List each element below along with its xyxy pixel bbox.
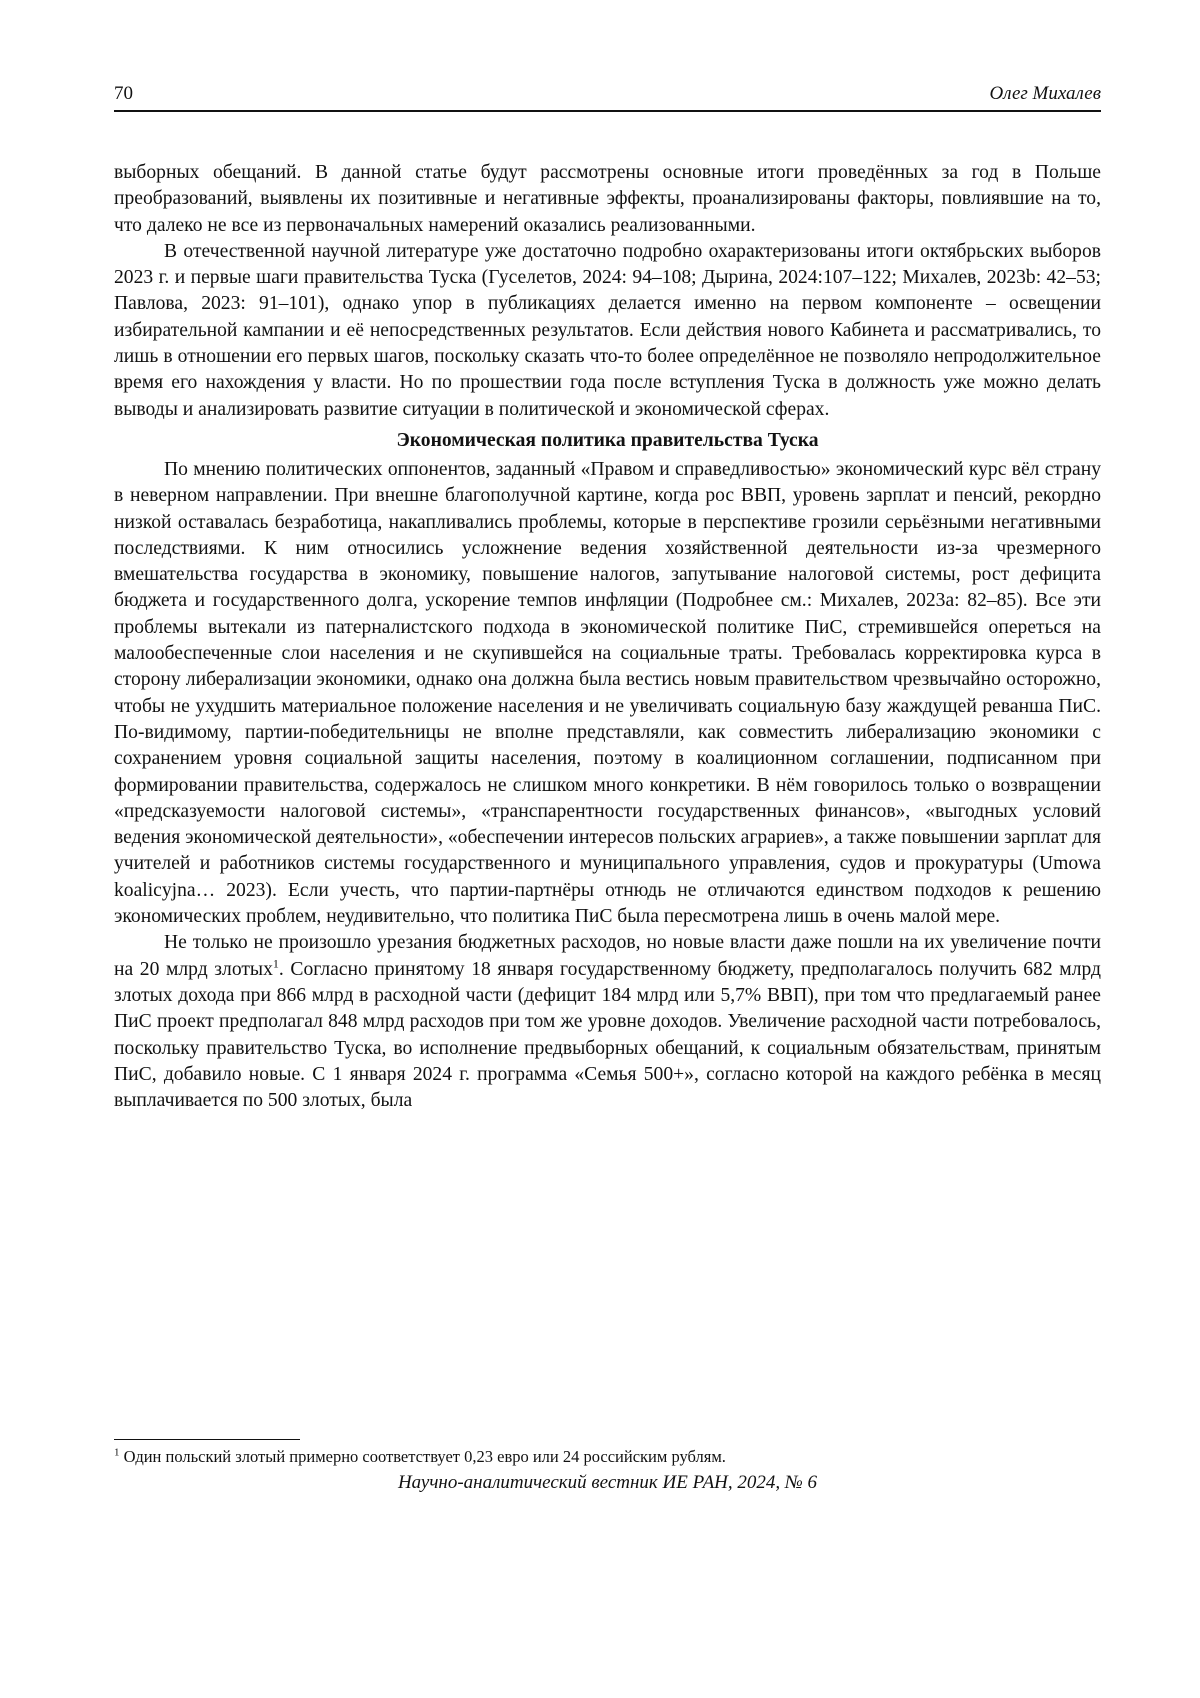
article-body — [114, 160, 1101, 1114]
running-author: Олег Михалев — [989, 83, 1101, 104]
paragraph: По мнению политических оппонентов, заданный «Правом и справедливостью» экономический курс вёл страну в неверном направлении. При внешне благополучной картине, когда рос ВВП, уровень зарплат и пенсий, рекордно низкой оставалась безработица, накапливались проблемы, которые в перспективе грозили серьёзными негативными последствиями. К ним относились усложнение ведения хозяйственной деятельности из-за чрезмерного вмешательства государства в экономику, повышение налогов, запутывание налоговой системы, рост дефицита бюджета и государственного долга, ускорение темпов инфляции (Подробнее см.: Михалев, 2023a: 82–85). Все эти проблемы вытекали из патерналистского подхода в экономической политике ПиС, стремившейся опереться на малообеспеченные слои населения и не скупившейся на социальные траты. Требовалась корректировка курса в сторону либерализации экономики, однако она должна была вестись новым правительством чрезвычайно осторожно, чтобы не ухудшить материальное положение населения и не увеличивать социальную базу жаждущей реванша ПиС. По-видимому, партии-победительницы не вполне представляли, как совместить либерализацию экономики с сохранением уровня социальной защиты населения, поэтому в коалиционном соглашении, подписанном при формировании правительства, содержалось не слишком много конкретики. В нём говорилось только о возвращении «предсказуемости налоговой системы», «транспарентности государственных финансов», «выгодных условий ведения экономической деятельности», «обеспечении интересов польских аграриев», а также повышении зарплат для учителей и работников системы государственного и муниципального управления, судов и прокуратуры (Umowa koalicyjna… 2023). Если учесть, что партии-партнёры отнюдь не отличаются единством подходов к решению экономических проблем, неудивительно, что политика ПиС была пересмотрена лишь в очень малой мере. — [114, 458, 1101, 928]
paragraph: выборных обещаний. В данной статье будут рассмотрены основные итоги проведённых за год в Польше преобразований, выявлены их позитивные и негативные эффекты, проанализированы факторы, повлиявшие на то, что далеко не все из первоначальных намерений оказались реализованными. — [114, 162, 1101, 236]
running-header — [114, 84, 1101, 112]
footnote-text: Один польский злотый примерно соответствует 0,23 евро или 24 российским рублям. — [123, 1447, 726, 1466]
journal-footer: Научно-аналитический вестник ИЕ РАН, 2024, № 6 — [397, 1472, 818, 1493]
paragraph — [114, 930, 1101, 1114]
footnote-divider — [114, 1439, 300, 1440]
paragraph-text: Не только не произошло урезания бюджетных расходов, но новые власти даже пошли на их увеличение почти на 20 млрд злотых — [114, 932, 1101, 980]
section-title: Экономическая политика правительства Туска — [396, 429, 819, 451]
page-number: 70 — [114, 83, 133, 104]
footnote-reference[interactable]: 1 — [272, 956, 279, 971]
paragraph: В отечественной научной литературе уже достаточно подробно охарактеризованы итоги октябрьских выборов 2023 г. и первые шаги правительства Туска (Гуселетов, 2024: 94–108; Дырина, 2024:107–122; Михалев, 2023b: 42–53; Павлова, 2023: 91–101), однако упор в публикациях делается именно на первом компоненте – освещении избирательной кампании и её непосредственных результатов. Если действия нового Кабинета и рассматривались, то лишь в отношении его первых шагов, поскольку сказать что-то более определённое не позволяло непродолжительное время его нахождения у власти. Но по прошествии года после вступления Туска в должность уже можно делать выводы и анализировать развитие ситуации в политической и экономической сферах. — [114, 240, 1101, 420]
footnote — [114, 1447, 1101, 1467]
paragraph-text: . Согласно принятому 18 января государственному бюджету, предполагалось получить 682 млрд злотых дохода при 866 млрд в расходной части (дефицит 184 млрд или 5,7% ВВП), при том что предлагаемый ранее ПиС проект предполагал 848 млрд расходов при том же уровне доходов. Увеличение расходной части потребовалось, поскольку правительство Туска, во исполнение предвыборных обещаний, к социальным обязательствам, принятым ПиС, добавило новые. С 1 января 2024 г. программа «Семья 500+», согласно которой на каждого ребёнка в месяц выплачивается по 500 злотых, была — [114, 958, 1101, 1112]
footnote-marker: 1 — [114, 1446, 120, 1459]
